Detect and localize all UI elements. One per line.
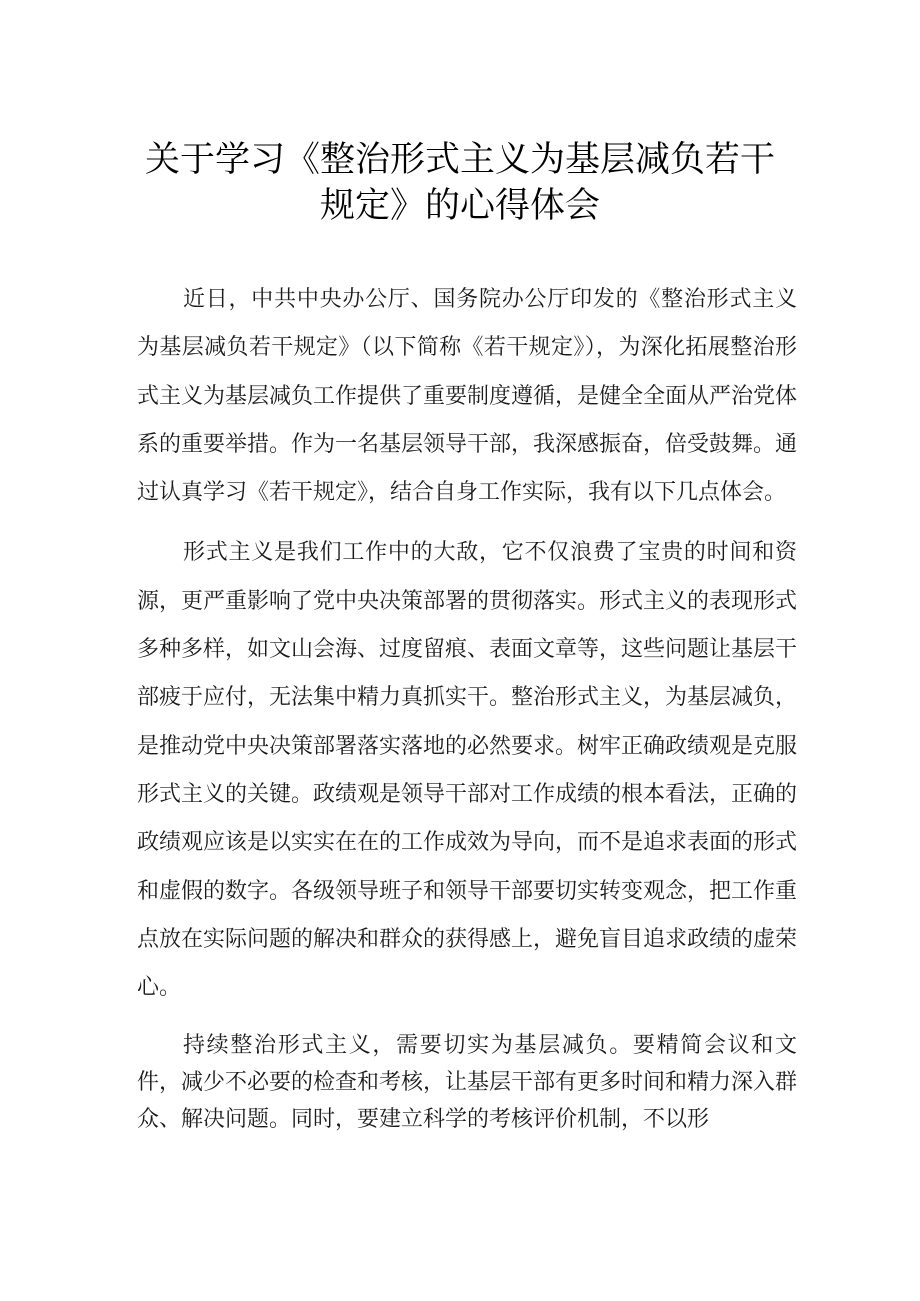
document-body xyxy=(137,276,797,1138)
title-line-1: 关于学习《整治形式主义为基层减负若干 xyxy=(144,140,775,180)
paragraph-formalism: 形式主义是我们工作中的大敌，它不仅浪费了宝贵的时间和资源，更严重影响了党中央决策部署的贯彻落实。形式主义的表现形式多种多样，如文山会海、过度留痕、表面文章等，这些问题让基层干部疲于应付，无法集中精力真抓实干。整治形式主义，为基层减负，是推动党中央决策部署落实落地的必然要求。树牢正确政绩观是克服形式主义的关键。政绩观是领导干部对工作成绩的根本看法，正确的政绩观应该是以实实在在的工作成效为导向，而不是追求表面的形式和虚假的数字。各级领导班子和领导干部要切实转变观念，把工作重点放在实际问题的解决和群众的获得感上，避免盲目追求政绩的虚荣心。 xyxy=(137,540,798,1001)
title-line-2: 规定》的心得体会 xyxy=(319,186,600,226)
paragraph-intro: 近日，中共中央办公厅、国务院办公厅印发的《整治形式主义为基层减负若干规定》（以下简称《若干规定》），为深化拓展整治形式主义为基层减负工作提供了重要制度遵循，是健全全面从严治党体系的重要举措。作为一名基层领导干部，我深感振奋，倍受鼓舞。通过认真学习《若干规定》，结合自身工作实际，我有以下几点体会。 xyxy=(137,287,798,506)
document-title xyxy=(120,137,800,229)
paragraph-burden-reduction: 持续整治形式主义，需要切实为基层减负。要精简会议和文件，减少不必要的检查和考核，让基层干部有更多时间和精力深入群众、解决问题。同时，要建立科学的考核评价机制，不以形 xyxy=(137,1033,798,1133)
